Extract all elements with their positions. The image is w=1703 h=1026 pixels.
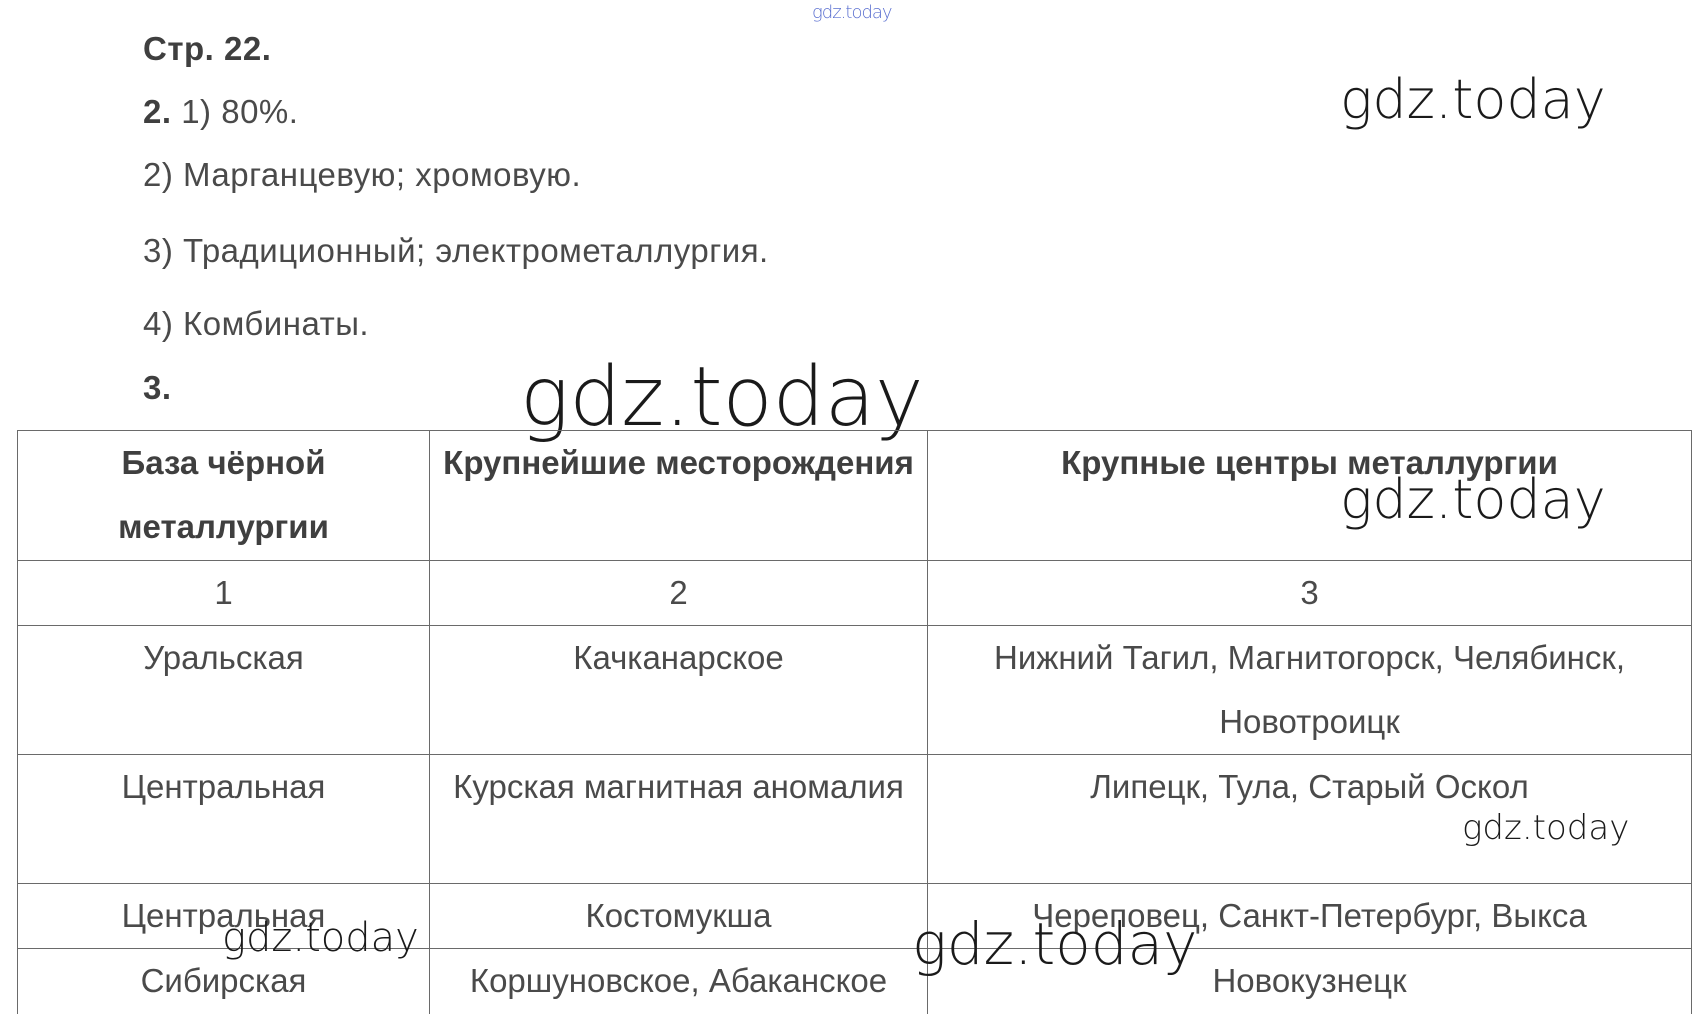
watermark: gdz.today [1340,468,1606,531]
table-cell: Курская магнитная аномалия [430,755,928,884]
watermark-small: gdz.today [812,2,892,23]
table-cell: Уральская [18,626,430,755]
index-cell: 2 [430,561,928,626]
table-cell: Сибирская [18,949,430,1014]
index-cell: 3 [928,561,1692,626]
table-cell: Костомукша [430,884,928,949]
table-cell: Центральная [18,755,430,884]
task2-item-3: 3) Традиционный; электрометаллургия. [143,232,769,269]
watermark: gdz.today [912,910,1198,978]
task2-number: 2. [143,93,172,130]
watermark: gdz.today [520,350,924,445]
table-cell: Череповец, Санкт-Петербург, Выкса [928,884,1692,949]
header-centers: Крупные центры металлургии [928,431,1692,561]
table-cell: Липецк, Тула, Старый Оскол [928,755,1692,884]
index-cell: 1 [18,561,430,626]
table-cell: Центральная [18,884,430,949]
header-deposits: Крупнейшие месторождения [430,431,928,561]
table-row [18,626,1692,755]
task3-number: 3. [143,369,172,406]
table-row [18,755,1692,884]
watermark: gdz.today [222,915,419,961]
watermark: gdz.today [1340,68,1606,131]
task2-item-1 [143,93,298,131]
task2-item-2: 2) Марганцевую; хромовую. [143,156,582,193]
task2-item-4: 4) Комбинаты. [143,305,370,342]
header-base: База чёрной металлургии [18,431,430,561]
table-cell: Качканарское [430,626,928,755]
task2-item-text: 1) 80%. [181,93,299,130]
watermark: gdz.today [1462,808,1630,848]
page-label: Стр. 22. [143,30,272,67]
table-cell: Нижний Тагил, Магнитогорск, Челябинск, Новотроицк [928,626,1692,755]
table-cell: Новокузнецк [928,949,1692,1014]
table-index-row [18,561,1692,626]
table-cell: Коршуновское, Абаканское [430,949,928,1014]
